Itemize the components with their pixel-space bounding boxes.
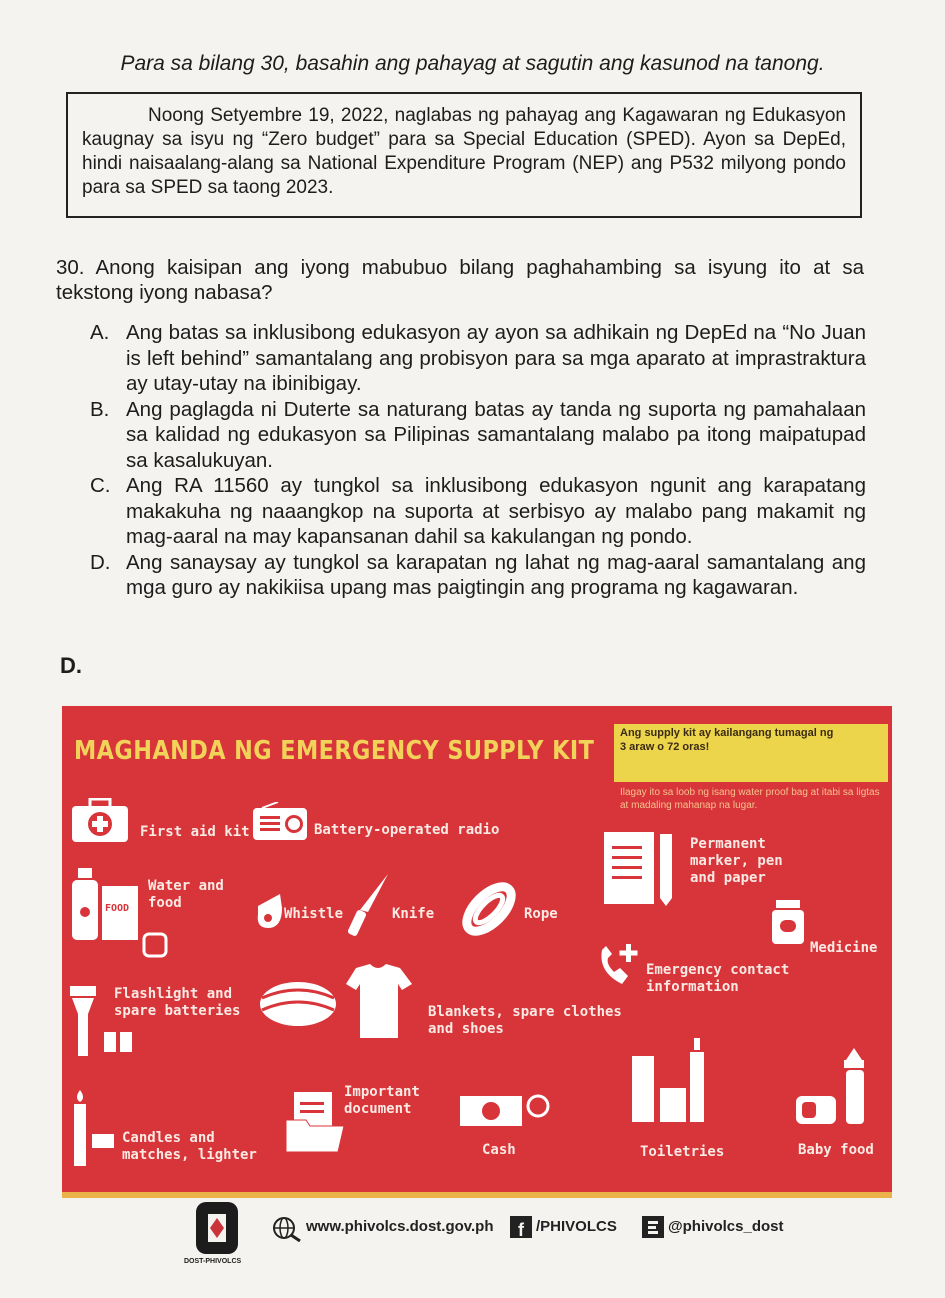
choice-letter: C. <box>90 474 111 497</box>
website-link[interactable]: www.phivolcs.dost.gov.ph <box>306 1218 494 1235</box>
svg-text:f: f <box>518 1220 524 1238</box>
label-candles: Candles and matches, lighter <box>122 1130 257 1163</box>
radio-icon <box>252 802 308 842</box>
choice-list <box>90 320 866 601</box>
label-whistle: Whistle <box>284 906 344 922</box>
label-first-aid: First aid kit <box>140 824 250 840</box>
label-water-food: Water and food <box>148 878 224 911</box>
statement-text: Noong Setyembre 19, 2022, naglabas ng pahayag ang Kagawaran ng Edukasyon kaugnay sa isyu ng “Zero budget” para sa Special Education (SPED). Ayon sa DepEd, hindi naisaalang-alang sa National Expenditure Program (NEP) ang P532 milyong pondo para sa SPED sa taong 2023. <box>82 105 846 198</box>
choice-letter: D. <box>90 550 111 574</box>
choice-d[interactable] <box>90 550 866 601</box>
choice-c[interactable] <box>90 473 866 550</box>
label-blankets: Blankets, spare clothes and shoes <box>428 1004 622 1037</box>
phivolcs-logo-icon <box>194 1200 240 1256</box>
candle-icon <box>68 1088 118 1168</box>
paper-pen-icon <box>602 830 678 906</box>
label-marker: Permanent marker, pen and paper <box>690 836 783 886</box>
label-flashlight: Flashlight and spare batteries <box>114 986 241 1019</box>
instruction: Para sa bilang 30, basahin ang pahayag at sagutin ang kasunod na tanong. <box>120 52 825 75</box>
storage-note: Ilagay ito sa loob ng isang water proof bag at itabi sa ligtas at madaling mahanap na lugar. <box>620 787 880 811</box>
choice-text: Ang sanaysay ay tungkol sa karapatan ng lahat ng mag-aaral samantalang ang mga guro ay nakikiisa upang mas paigtingin ang programa ng kagawaran. <box>126 550 866 599</box>
label-baby-food: Baby food <box>798 1142 874 1158</box>
label-cash: Cash <box>482 1142 516 1158</box>
choice-text: Ang batas sa inklusibong edukasyon ay ayon sa adhikain ng DepEd na “No Juan is left behind” samantalang ang probisyon para sa mga aparato at imprastraktura ay utay-utay na ibinibigay. <box>126 321 866 395</box>
label-toiletries: Toiletries <box>640 1144 725 1160</box>
first-aid-icon <box>70 798 130 844</box>
label-medicine: Medicine <box>810 940 878 956</box>
emergency-kit-poster <box>62 706 892 1196</box>
label-knife: Knife <box>392 906 435 922</box>
statement-box <box>66 92 862 218</box>
choice-text: Ang paglagda ni Duterte sa naturang batas ay tanda ng suporta ng pamahalaan sa kalidad ng edukasyon sa Pilipinas samantalang malabo pa itong maipatupad sa kasalukuyan. <box>126 397 866 472</box>
question-text: 30. Anong kaisipan ang iyong mabubuo bilang paghahambing sa isyung ito at sa tekstong iyong nabasa? <box>56 256 864 304</box>
phone-icon <box>596 942 642 988</box>
knife-icon <box>348 872 392 942</box>
blanket-clothes-icon <box>258 962 418 1042</box>
cash-icon <box>458 1090 554 1130</box>
note-line2: 3 araw o 72 oras! <box>620 741 710 753</box>
whistle-icon <box>254 892 284 932</box>
note-line1: Ang supply kit ay kailangang tumagal ng <box>620 727 834 739</box>
label-contact: Emergency contact information <box>646 962 790 995</box>
choice-letter: B. <box>90 397 110 421</box>
label-documents: Important document <box>344 1084 420 1117</box>
toiletries-icon <box>630 1036 714 1124</box>
duration-note <box>614 724 888 782</box>
food-tag: FOOD <box>105 903 130 914</box>
globe-search-icon <box>272 1216 304 1242</box>
poster-footer <box>180 1198 800 1268</box>
poster-title: MAGHANDA NG EMERGENCY SUPPLY KIT <box>74 736 595 766</box>
choice-a[interactable] <box>90 320 866 397</box>
document-icon <box>284 1090 348 1154</box>
twitter-handle[interactable]: @phivolcs_dost <box>668 1218 784 1235</box>
choice-b[interactable] <box>90 397 866 474</box>
choice-text: Ang RA 11560 ay tungkol sa inklusibong edukasyon ngunit ang karapatang makakuha ng naaangkop na suporta at serbisyo ay malabo pang makamit ng mag-aaral na may kapansanan dahil sa kakulangan ng pondo. <box>126 474 866 548</box>
medicine-icon <box>768 900 808 946</box>
label-rope: Rope <box>524 906 558 922</box>
facebook-icon <box>510 1216 532 1238</box>
twitter-icon <box>642 1216 664 1238</box>
baby-food-icon <box>792 1046 878 1128</box>
rope-icon <box>456 876 522 942</box>
section-label: D. <box>60 653 82 678</box>
label-radio: Battery-operated radio <box>314 822 500 838</box>
choice-letter: A. <box>90 321 110 344</box>
logo-text: DOST-PHIVOLCS <box>184 1258 242 1265</box>
facebook-handle[interactable]: /PHIVOLCS <box>536 1218 617 1235</box>
